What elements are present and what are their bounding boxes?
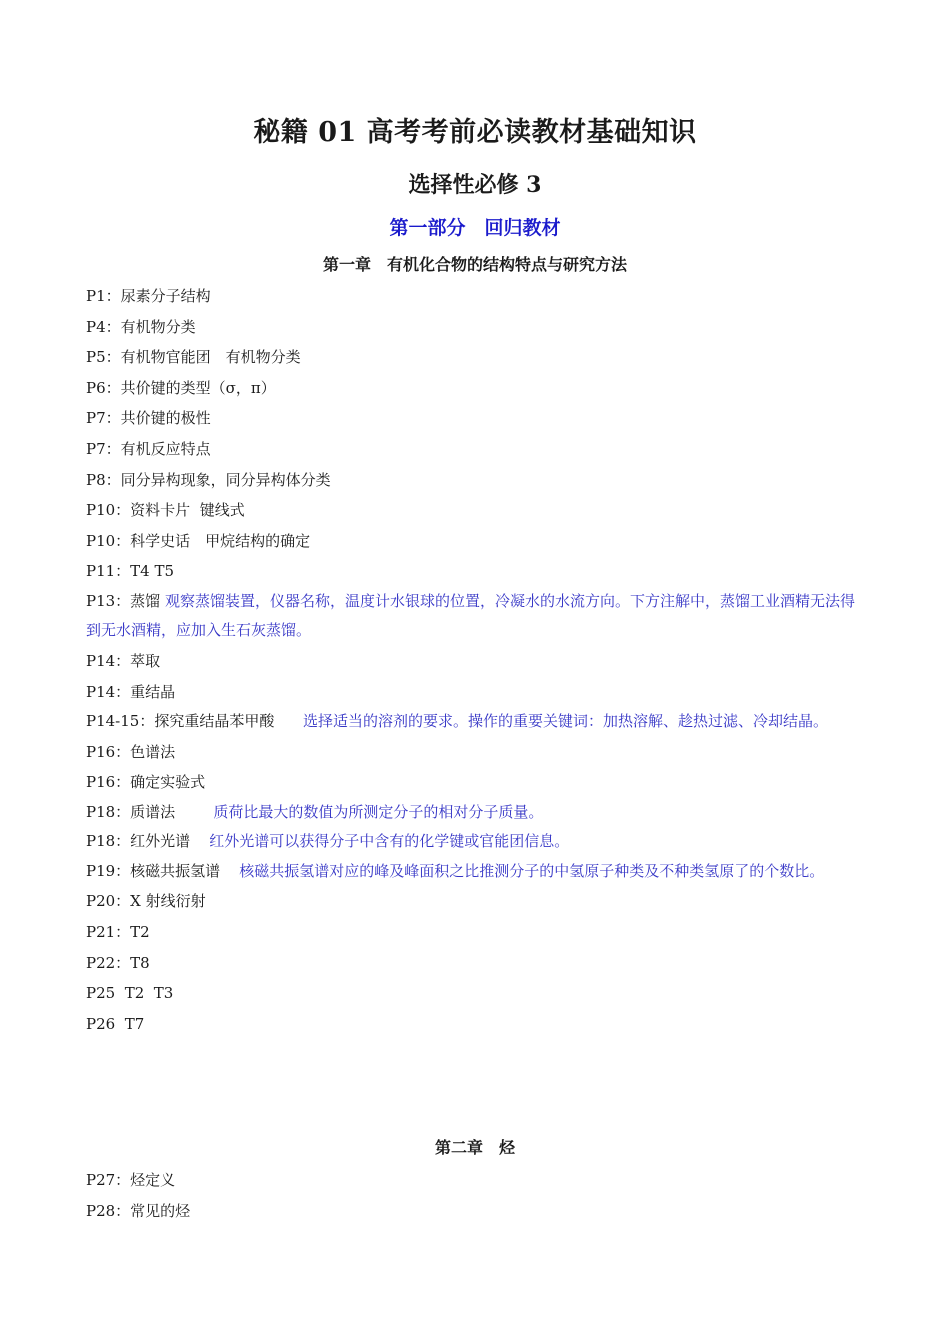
entry-note: 红外光谱可以获得分子中含有的化学键或官能团信息。 bbox=[209, 832, 570, 851]
list-item bbox=[86, 1165, 866, 1196]
list-item bbox=[86, 373, 866, 404]
list-item bbox=[86, 646, 866, 677]
entry-label: P14：萃取 bbox=[86, 651, 161, 670]
entry-label: P13：蒸馏 bbox=[86, 591, 165, 610]
part-heading: 第一部分 回归教材 bbox=[389, 217, 561, 239]
list-item bbox=[86, 798, 866, 828]
list-item bbox=[86, 587, 866, 646]
document-title: 秘籍 01 高考考前必读教材基础知识 bbox=[253, 117, 697, 148]
list-item bbox=[86, 1196, 866, 1227]
list-item bbox=[86, 737, 866, 768]
list-item bbox=[86, 556, 866, 587]
entry-label: P21：T2 bbox=[86, 922, 150, 941]
entry-label: P14：重结晶 bbox=[86, 682, 176, 701]
list-item bbox=[86, 403, 866, 434]
entry-label: P4：有机物分类 bbox=[86, 317, 196, 336]
entry-label: P7：有机反应特点 bbox=[86, 439, 211, 458]
entry-label: P16：确定实验式 bbox=[86, 773, 206, 792]
entry-note: 选择适当的溶剂的要求。操作的重要关键词：加热溶解、趁热过滤、冷却结晶。 bbox=[302, 712, 828, 731]
list-item bbox=[86, 886, 866, 917]
entry-label: P11：T4 T5 bbox=[86, 562, 175, 581]
list-item bbox=[86, 827, 866, 857]
entry-note: 核磁共振氢谱对应的峰及峰面积之比推测分子的中氢原子种类及不种类氢原了的个数比。 bbox=[239, 861, 825, 880]
list-item bbox=[86, 767, 866, 798]
list-item bbox=[86, 342, 866, 373]
entry-label: P14-15：探究重结晶苯甲酸 bbox=[86, 712, 303, 731]
entry-label: P10：科学史话 甲烷结构的确定 bbox=[86, 531, 311, 550]
entry-note: 质荷比最大的数值为所测定分子的相对分子质量。 bbox=[213, 802, 544, 821]
entry-label: P26 T7 bbox=[86, 1014, 145, 1033]
chapter-2-heading: 第二章 烃 bbox=[434, 1138, 515, 1157]
list-item bbox=[86, 465, 866, 496]
entry-label: P28：常见的烃 bbox=[86, 1201, 191, 1220]
entry-label: P10：资料卡片 键线式 bbox=[86, 501, 245, 520]
list-item bbox=[86, 857, 866, 887]
list-item bbox=[86, 312, 866, 343]
entry-label: P20：X 射线衍射 bbox=[86, 892, 206, 911]
list-item bbox=[86, 707, 866, 737]
entry-label: P18：质谱法 bbox=[86, 802, 214, 821]
chapter-2-list bbox=[86, 1165, 866, 1226]
entry-label: P16：色谱法 bbox=[86, 742, 176, 761]
list-item bbox=[86, 917, 866, 948]
entry-label: P22：T8 bbox=[86, 953, 150, 972]
entry-label: P7：共价键的极性 bbox=[86, 409, 211, 428]
entry-label: P6：共价键的类型（σ，π） bbox=[86, 378, 276, 397]
entry-note: 观察蒸馏装置，仪器名称，温度计水银球的位置，冷凝水的水流方向。下方注解中，蒸馏工业酒精无法得到无水酒精，应加入生石灰蒸馏。 bbox=[86, 591, 855, 640]
entry-label: P19：核磁共振氢谱 bbox=[86, 861, 240, 880]
list-item bbox=[86, 978, 866, 1009]
list-item bbox=[86, 1009, 866, 1040]
list-item bbox=[86, 948, 866, 979]
document-subtitle: 选择性必修 3 bbox=[408, 172, 542, 198]
list-item bbox=[86, 677, 866, 708]
chapter-1-list bbox=[86, 281, 866, 1039]
list-item bbox=[86, 434, 866, 465]
entry-label: P8：同分异构现象，同分异构体分类 bbox=[86, 470, 331, 489]
entry-label: P18：红外光谱 bbox=[86, 832, 210, 851]
list-item bbox=[86, 495, 866, 526]
entry-label: P25 T2 T3 bbox=[86, 984, 174, 1003]
entry-label: P1：尿素分子结构 bbox=[86, 287, 211, 305]
list-item bbox=[86, 281, 866, 312]
chapter-1-heading: 第一章 有机化合物的结构特点与研究方法 bbox=[322, 255, 627, 274]
list-item bbox=[86, 526, 866, 557]
entry-label: P27：烃定义 bbox=[86, 1171, 176, 1189]
entry-label: P5：有机物官能团 有机物分类 bbox=[86, 348, 301, 367]
